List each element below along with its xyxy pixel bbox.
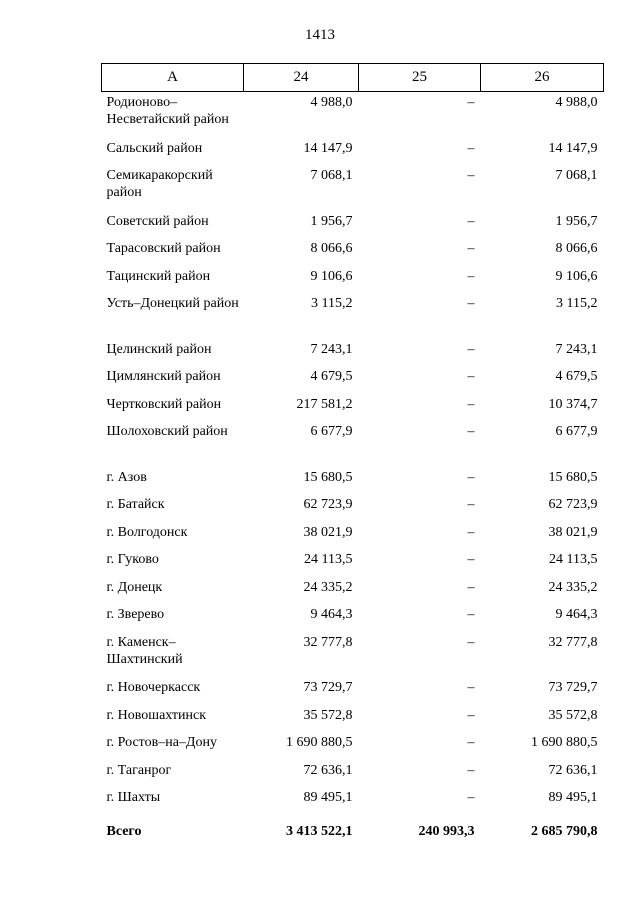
- value-24: 4 988,0: [310, 95, 353, 110]
- page-number: 1413: [305, 27, 335, 43]
- table-row: [102, 632, 604, 678]
- value-24: 38 021,9: [303, 524, 353, 540]
- table-body: [102, 92, 604, 815]
- value-25: –: [467, 497, 475, 512]
- value-25: –: [467, 95, 475, 110]
- table-row: [102, 394, 604, 422]
- value-24: 72 636,1: [303, 762, 353, 778]
- column-header-26: 26: [481, 64, 604, 92]
- row-name: Советский район: [106, 213, 209, 229]
- table-row: [102, 760, 604, 788]
- value-24: 24 113,5: [304, 552, 353, 567]
- value-24: 9 464,3: [310, 607, 353, 622]
- value-25: –: [467, 241, 475, 256]
- row-name: г. Батайск: [106, 497, 165, 512]
- value-26: 1 690 880,5: [531, 735, 598, 750]
- row-name: г. Зверево: [106, 607, 165, 622]
- total-value-24: 3 413 522,1: [286, 823, 353, 839]
- total-label: Всего: [106, 823, 142, 839]
- value-26: 24 113,5: [549, 552, 598, 567]
- row-name: Шолоховский район: [106, 424, 228, 439]
- table-row: [102, 211, 604, 239]
- row-name: Чертковский район: [106, 396, 222, 412]
- row-name: г. Таганрог: [106, 762, 172, 778]
- value-26: 1 956,7: [555, 213, 598, 229]
- row-name: г. Волгодонск: [106, 524, 188, 540]
- value-26: 6 677,9: [555, 424, 598, 439]
- row-name: г. Азов: [106, 469, 147, 485]
- value-26: 9 464,3: [555, 607, 598, 622]
- value-26: 15 680,5: [548, 469, 598, 485]
- value-26: 73 729,7: [548, 680, 598, 695]
- value-26: 72 636,1: [548, 762, 598, 778]
- value-25: –: [467, 607, 475, 622]
- value-24: 73 729,7: [303, 680, 353, 695]
- value-25: –: [467, 213, 475, 229]
- value-25: –: [467, 168, 475, 183]
- column-header-24: 24: [244, 64, 359, 92]
- row-name: г. Гуково: [106, 552, 159, 567]
- value-25: –: [467, 552, 475, 567]
- value-25: –: [467, 707, 475, 723]
- table-row: [102, 366, 604, 394]
- table-row: [102, 138, 604, 166]
- value-26: 32 777,8: [548, 634, 598, 650]
- row-name: Усть–Донецкий район: [106, 296, 239, 311]
- total-value-25: 240 993,3: [418, 823, 475, 839]
- value-26: 62 723,9: [548, 497, 598, 512]
- value-24: 9 106,6: [310, 268, 353, 284]
- budget-table: [101, 63, 604, 840]
- value-24: 4 679,5: [310, 369, 353, 384]
- table-row: [102, 494, 604, 522]
- value-26: 89 495,1: [548, 790, 598, 805]
- row-name: г. Каменск–Шахтинский: [106, 634, 183, 667]
- value-25: –: [467, 369, 475, 384]
- table-row: [102, 705, 604, 733]
- table-row: [102, 522, 604, 550]
- value-24: 32 777,8: [303, 634, 353, 650]
- table-row: [102, 677, 604, 705]
- value-25: –: [467, 680, 475, 695]
- column-header-a: А: [102, 64, 244, 92]
- value-24: 35 572,8: [303, 707, 353, 723]
- value-26: 35 572,8: [548, 707, 598, 723]
- table-row: [102, 92, 604, 138]
- row-name: г. Ростов–на–Дону: [106, 735, 217, 750]
- table-row: [102, 787, 604, 815]
- table-row: [102, 549, 604, 577]
- value-24: 8 066,6: [310, 241, 353, 256]
- table-row: [102, 577, 604, 605]
- table-row: [102, 238, 604, 266]
- value-26: 3 115,2: [556, 296, 598, 311]
- row-name: г. Новочеркасск: [106, 680, 201, 695]
- table-header: [102, 64, 604, 92]
- value-24: 24 335,2: [303, 579, 353, 595]
- value-24: 7 068,1: [310, 168, 353, 183]
- value-25: –: [467, 469, 475, 485]
- value-25: –: [467, 296, 475, 311]
- table-row: [102, 604, 604, 632]
- value-26: 4 988,0: [555, 95, 598, 110]
- value-26: 9 106,6: [555, 268, 598, 284]
- value-25: –: [467, 524, 475, 540]
- row-name: Родионово–Несветайский район: [106, 95, 229, 127]
- table-footer: [102, 815, 604, 840]
- header-row: [102, 64, 604, 92]
- value-24: 14 147,9: [303, 140, 353, 156]
- table-row: [102, 339, 604, 367]
- value-25: –: [467, 790, 475, 805]
- value-24: 3 115,2: [311, 296, 353, 311]
- value-25: –: [467, 140, 475, 156]
- table-row: [102, 732, 604, 760]
- row-name: г. Донецк: [106, 579, 163, 595]
- value-26: 38 021,9: [548, 524, 598, 540]
- value-25: –: [467, 341, 475, 357]
- row-name: Целинский район: [106, 341, 212, 357]
- value-25: –: [467, 396, 475, 412]
- table-row: [102, 266, 604, 294]
- value-25: –: [467, 634, 475, 650]
- row-name: Цимлянский район: [106, 369, 221, 384]
- value-26: 8 066,6: [555, 241, 598, 256]
- column-header-25: 25: [359, 64, 481, 92]
- value-26: 4 679,5: [555, 369, 598, 384]
- value-26: 7 068,1: [555, 168, 598, 183]
- value-24: 6 677,9: [310, 424, 353, 439]
- value-25: –: [467, 424, 475, 439]
- row-name: Семикаракорский район: [106, 168, 213, 200]
- value-25: –: [467, 735, 475, 750]
- value-24: 7 243,1: [310, 341, 353, 357]
- table-row: [102, 421, 604, 467]
- value-25: –: [467, 579, 475, 595]
- value-24: 62 723,9: [303, 497, 353, 512]
- row-name: Тарасовский район: [106, 241, 221, 256]
- row-name: Сальский район: [106, 140, 203, 156]
- table-row: [102, 293, 604, 339]
- value-24: 217 581,2: [296, 396, 353, 412]
- total-value-26: 2 685 790,8: [531, 823, 598, 839]
- value-26: 24 335,2: [548, 579, 598, 595]
- row-name: Тацинский район: [106, 268, 211, 284]
- value-26: 14 147,9: [548, 140, 598, 156]
- row-name: г. Шахты: [106, 790, 161, 805]
- table-row: [102, 165, 604, 211]
- value-24: 89 495,1: [303, 790, 353, 805]
- value-26: 10 374,7: [548, 396, 598, 412]
- value-26: 7 243,1: [555, 341, 598, 357]
- value-24: 15 680,5: [303, 469, 353, 485]
- table-row: [102, 467, 604, 495]
- total-row: [102, 815, 604, 840]
- row-name: г. Новошахтинск: [106, 707, 207, 723]
- value-25: –: [467, 268, 475, 284]
- value-24: 1 956,7: [310, 213, 353, 229]
- value-25: –: [467, 762, 475, 778]
- value-24: 1 690 880,5: [286, 735, 353, 750]
